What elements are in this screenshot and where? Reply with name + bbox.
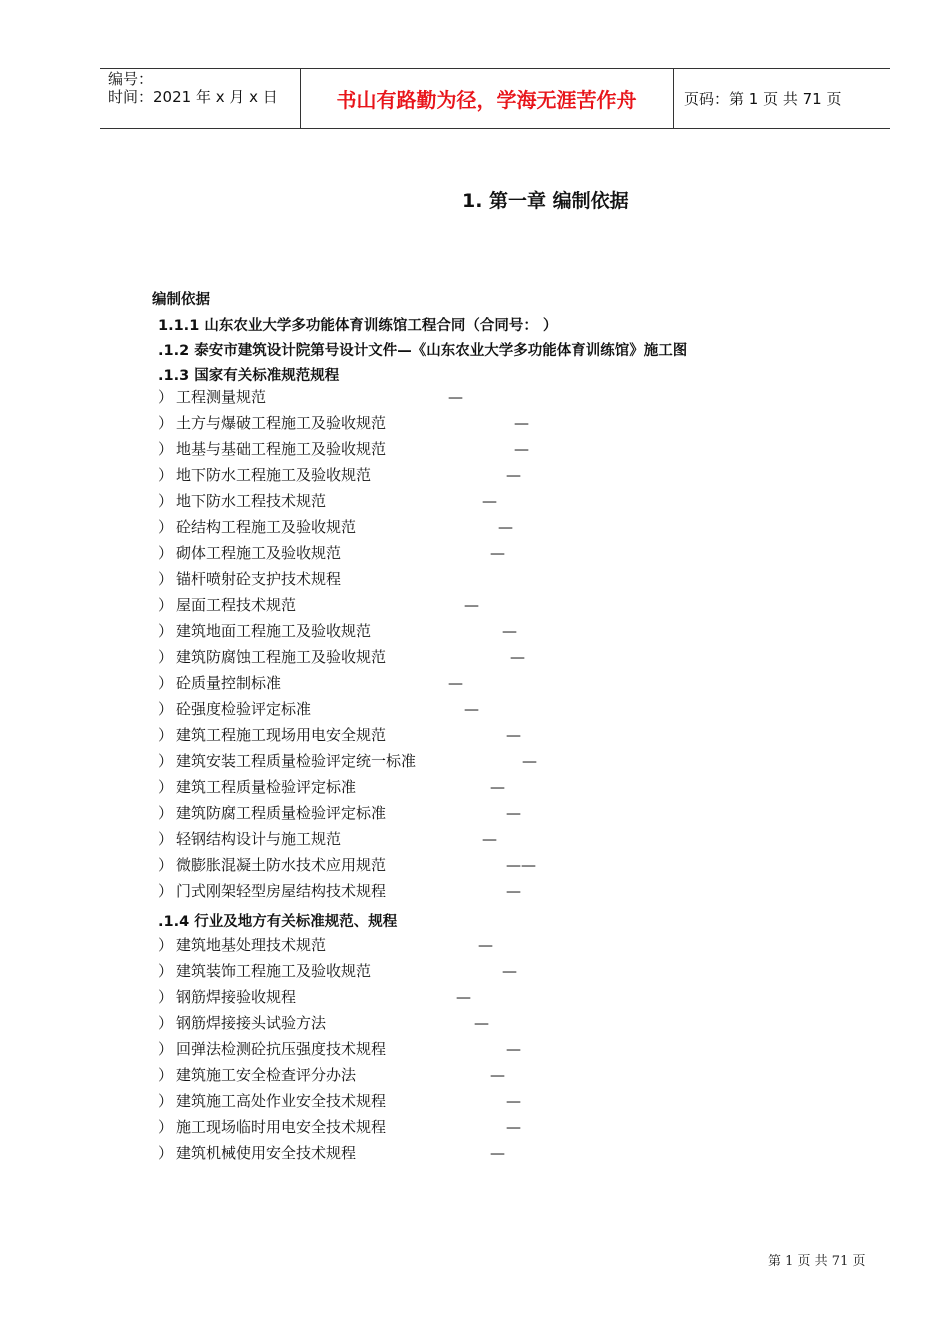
standard-name: 建筑地面工程施工及验收规范: [176, 622, 372, 640]
standard-list-item: [158, 413, 529, 439]
standard-code-dash: —: [478, 936, 493, 954]
standard-code-dash: —: [490, 1144, 505, 1162]
item-bracket: ）: [158, 1144, 174, 1162]
item-bracket: ）: [158, 830, 174, 848]
doc-date: 时间：2021 年 x 月 x 日: [108, 88, 278, 106]
standard-name: 地基与基础工程施工及验收规范: [176, 440, 387, 458]
standard-name: 回弹法检测砼抗压强度技术规程: [176, 1040, 387, 1058]
item-bracket: ）: [158, 440, 174, 458]
standard-name: 砼结构工程施工及验收规范: [176, 518, 357, 536]
standard-list-item: [158, 829, 497, 855]
standard-name: 地下防水工程技术规范: [176, 492, 327, 510]
standard-code-dash: —: [448, 674, 463, 692]
standard-name: 建筑安装工程质量检验评定统一标准: [176, 752, 417, 770]
standard-code-dash: —: [502, 622, 517, 640]
standard-list-item: [158, 647, 525, 673]
standard-name: 建筑工程质量检验评定标准: [176, 778, 357, 796]
standard-name: 建筑防腐蚀工程施工及验收规范: [176, 648, 387, 666]
standard-code-dash: —: [464, 596, 479, 614]
standard-list-item: [158, 491, 497, 517]
standard-list-item: [158, 881, 521, 907]
standard-list-item: [158, 935, 493, 961]
standard-name: 土方与爆破工程施工及验收规范: [176, 414, 387, 432]
standard-name: 建筑防腐工程质量检验评定标准: [176, 804, 387, 822]
header-top-rule: [100, 68, 890, 69]
item-bracket: ）: [158, 1092, 174, 1110]
section-title: 编制依据: [152, 292, 210, 308]
item-bracket: ）: [158, 1118, 174, 1136]
standard-code-dash: —: [506, 804, 521, 822]
national-standards-list: [158, 387, 537, 907]
item-bracket: ）: [158, 648, 174, 666]
standard-list-item: [158, 699, 479, 725]
standard-list-item: [158, 987, 471, 1013]
item-bracket: ）: [158, 1066, 174, 1084]
item-bracket: ）: [158, 596, 174, 614]
standard-list-item: [158, 1117, 521, 1143]
standard-list-item: [158, 621, 517, 647]
item-bracket: ）: [158, 1014, 174, 1032]
standard-list-item: [158, 673, 463, 699]
standard-code-dash: —: [474, 1014, 489, 1032]
item-1-1-4: .1.4 行业及地方有关标准规范、规程: [158, 914, 398, 930]
standard-code-dash: —: [482, 830, 497, 848]
standard-list-item: [158, 803, 521, 829]
item-bracket: ）: [158, 804, 174, 822]
standard-list-item: [158, 1143, 505, 1169]
standard-name: 建筑机械使用安全技术规程: [176, 1144, 357, 1162]
item-bracket: ）: [158, 882, 174, 900]
standard-name: 屋面工程技术规范: [176, 596, 297, 614]
item-bracket: ）: [158, 700, 174, 718]
standard-list-item: [158, 725, 521, 751]
standard-list-item: [158, 1013, 489, 1039]
standard-code-dash: —: [506, 466, 521, 484]
item-bracket: ）: [158, 414, 174, 432]
item-bracket: ）: [158, 726, 174, 744]
item-bracket: ）: [158, 466, 174, 484]
standard-code-dash: —: [490, 778, 505, 796]
standard-code-dash: ——: [506, 856, 536, 874]
standard-name: 钢筋焊接验收规程: [176, 988, 297, 1006]
standard-code-dash: —: [502, 962, 517, 980]
standard-list-item: [158, 751, 537, 777]
standard-name: 建筑工程施工现场用电安全规范: [176, 726, 387, 744]
standard-code-dash: —: [514, 414, 529, 432]
standard-code-dash: —: [506, 1092, 521, 1110]
standard-code-dash: —: [456, 988, 471, 1006]
standard-name: 建筑地基处理技术规范: [176, 936, 327, 954]
standard-name: 建筑施工高处作业安全技术规程: [176, 1092, 387, 1110]
standard-list-item: [158, 543, 505, 569]
header-bottom-rule: [100, 128, 890, 129]
standard-list-item: [158, 855, 536, 881]
standard-name: 锚杆喷射砼支护技术规程: [176, 570, 342, 588]
industry-standards-list: [158, 935, 521, 1169]
standard-name: 微膨胀混凝土防水技术应用规范: [176, 856, 387, 874]
standard-name: 施工现场临时用电安全技术规程: [176, 1118, 387, 1136]
standard-code-dash: —: [514, 440, 529, 458]
item-bracket: ）: [158, 962, 174, 980]
standard-name: 地下防水工程施工及验收规范: [176, 466, 372, 484]
chapter-title: 1. 第一章 编制依据: [462, 190, 629, 212]
item-1-1-1: 1.1.1 山东农业大学多功能体育训练馆工程合同（合同号： ）: [158, 318, 558, 334]
standard-name: 砌体工程施工及验收规范: [176, 544, 342, 562]
standard-code-dash: —: [490, 544, 505, 562]
standard-code-dash: —: [448, 388, 463, 406]
standard-list-item: [158, 439, 529, 465]
standard-list-item: [158, 777, 505, 803]
item-1-1-2: .1.2 泰安市建筑设计院第号设计文件—《山东农业大学多功能体育训练馆》施工图: [158, 343, 688, 359]
standard-list-item: [158, 961, 517, 987]
item-bracket: ）: [158, 936, 174, 954]
standard-name: 砼质量控制标准: [176, 674, 282, 692]
header-meta: [108, 70, 278, 106]
standard-code-dash: —: [506, 726, 521, 744]
standard-list-item: [158, 569, 416, 595]
item-bracket: ）: [158, 856, 174, 874]
standard-name: 砼强度检验评定标准: [176, 700, 312, 718]
item-bracket: ）: [158, 674, 174, 692]
standard-list-item: [158, 517, 513, 543]
item-bracket: ）: [158, 388, 174, 406]
standard-code-dash: —: [506, 1040, 521, 1058]
header-page-info: 页码：第 1 页 共 71 页: [684, 90, 842, 108]
item-bracket: ）: [158, 544, 174, 562]
doc-number-label: 编号：: [108, 70, 154, 88]
standard-list-item: [158, 387, 463, 413]
item-bracket: ）: [158, 988, 174, 1006]
header-divider: [673, 68, 674, 129]
item-bracket: ）: [158, 1040, 174, 1058]
header-motto: 书山有路勤为径，学海无涯苦作舟: [336, 88, 637, 112]
standard-code-dash: —: [522, 752, 537, 770]
standard-name: 工程测量规范: [176, 388, 267, 406]
page-footer: 第 1 页 共 71 页: [768, 1254, 866, 1269]
standard-code-dash: —: [464, 700, 479, 718]
standard-name: 门式刚架轻型房屋结构技术规程: [176, 882, 387, 900]
standard-list-item: [158, 465, 521, 491]
standard-list-item: [158, 1039, 521, 1065]
standard-code-dash: —: [510, 648, 525, 666]
item-bracket: ）: [158, 518, 174, 536]
standard-code-dash: —: [482, 492, 497, 510]
item-1-1-3: .1.3 国家有关标准规范规程: [158, 368, 340, 384]
standard-list-item: [158, 1091, 521, 1117]
item-bracket: ）: [158, 622, 174, 640]
standard-name: 轻钢结构设计与施工规范: [176, 830, 342, 848]
standard-name: 建筑施工安全检查评分办法: [176, 1066, 357, 1084]
item-bracket: ）: [158, 752, 174, 770]
standard-code-dash: —: [490, 1066, 505, 1084]
standard-list-item: [158, 595, 479, 621]
item-bracket: ）: [158, 492, 174, 510]
standard-code-dash: —: [506, 1118, 521, 1136]
standard-name: 钢筋焊接接头试验方法: [176, 1014, 327, 1032]
item-bracket: ）: [158, 570, 174, 588]
standard-code-dash: —: [506, 882, 521, 900]
item-bracket: ）: [158, 778, 174, 796]
standard-name: 建筑装饰工程施工及验收规范: [176, 962, 372, 980]
standard-list-item: [158, 1065, 505, 1091]
standard-code-dash: —: [498, 518, 513, 536]
